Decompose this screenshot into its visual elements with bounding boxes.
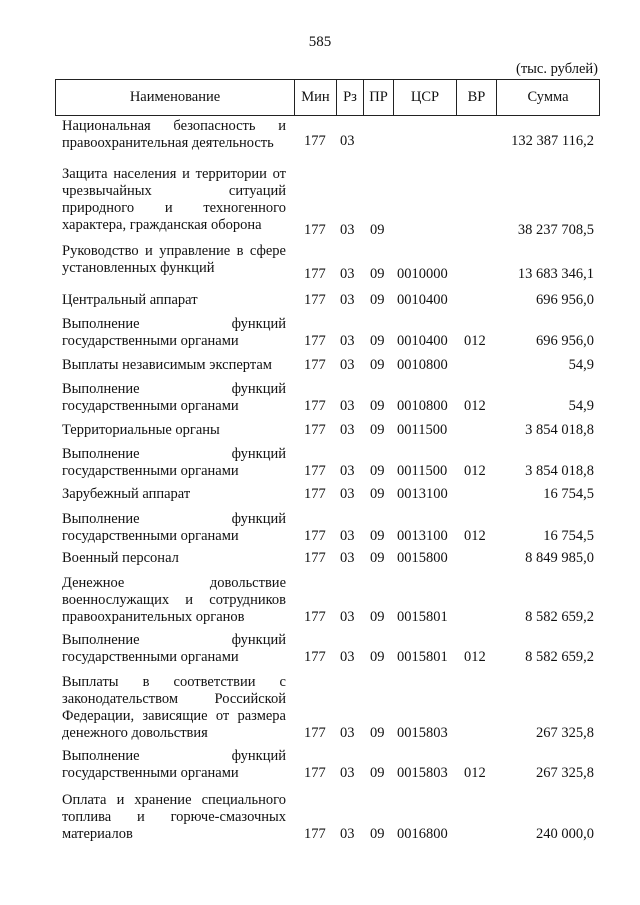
row-name: Территориальные органы	[62, 422, 220, 438]
row-sum: 132 387 116,2	[511, 133, 594, 149]
row-pr: 09	[370, 765, 385, 781]
row-sum: 3 854 018,8	[525, 422, 594, 438]
row-rz: 03	[340, 649, 355, 665]
row-csr: 0011500	[397, 422, 448, 438]
row-rz: 03	[340, 486, 355, 502]
row-sum: 54,9	[568, 357, 594, 373]
header-csr: ЦСР	[393, 80, 456, 115]
row-min: 177	[304, 463, 326, 479]
row-name: Выплаты независимым экспертам	[62, 357, 272, 373]
row-name: Центральный аппарат	[62, 292, 198, 308]
row-sum: 8 849 985,0	[525, 550, 594, 566]
header-pr: ПР	[363, 80, 393, 115]
row-pr: 09	[370, 725, 385, 741]
page-number: 585	[308, 34, 332, 50]
row-sum: 267 325,8	[536, 725, 594, 741]
table-row	[0, 118, 640, 166]
row-vr: 012	[464, 528, 486, 544]
row-vr: 012	[464, 333, 486, 349]
row-name: Выполнение функций государственными органами	[62, 748, 286, 781]
row-pr: 09	[370, 222, 385, 238]
table-body	[0, 118, 640, 843]
row-name: Военный персонал	[62, 550, 179, 566]
units-label: (тыс. рублей)	[516, 61, 598, 77]
table-row	[0, 567, 640, 626]
row-sum: 267 325,8	[536, 765, 594, 781]
row-csr: 0010400	[397, 292, 448, 308]
row-min: 177	[304, 486, 326, 502]
row-csr: 0013100	[397, 528, 448, 544]
row-name: Выполнение функций государственными органами	[62, 316, 286, 349]
row-name: Выполнение функций государственными органами	[62, 632, 286, 665]
row-min: 177	[304, 398, 326, 414]
table-row	[0, 742, 640, 782]
row-csr: 0010400	[397, 333, 448, 349]
row-pr: 09	[370, 357, 385, 373]
row-min: 177	[304, 528, 326, 544]
row-sum: 8 582 659,2	[525, 649, 594, 665]
row-vr: 012	[464, 463, 486, 479]
row-sum: 16 754,5	[543, 486, 594, 502]
row-rz: 03	[340, 133, 355, 149]
row-pr: 09	[370, 826, 385, 842]
row-rz: 03	[340, 266, 355, 282]
row-rz: 03	[340, 333, 355, 349]
header-min: Мин	[294, 80, 336, 115]
row-rz: 03	[340, 422, 355, 438]
row-rz: 03	[340, 357, 355, 373]
row-pr: 09	[370, 333, 385, 349]
row-min: 177	[304, 765, 326, 781]
table-row	[0, 439, 640, 480]
row-rz: 03	[340, 550, 355, 566]
table-row	[0, 309, 640, 350]
row-sum: 240 000,0	[536, 826, 594, 842]
row-pr: 09	[370, 649, 385, 665]
row-min: 177	[304, 133, 326, 149]
row-min: 177	[304, 550, 326, 566]
table-row	[0, 243, 640, 283]
row-name: Выплаты в соответствии с законодательством Российской Федерации, зависящие от размера денежного довольствия	[62, 674, 286, 741]
row-rz: 03	[340, 463, 355, 479]
row-min: 177	[304, 725, 326, 741]
row-sum: 696 956,0	[536, 333, 594, 349]
row-pr: 09	[370, 486, 385, 502]
row-csr: 0015803	[397, 725, 448, 741]
row-pr: 09	[370, 550, 385, 566]
row-name: Зарубежный аппарат	[62, 486, 191, 502]
row-csr: 0015801	[397, 609, 448, 625]
row-rz: 03	[340, 292, 355, 308]
row-csr: 0010800	[397, 357, 448, 373]
header-vr: ВР	[456, 80, 496, 115]
row-csr: 0013100	[397, 486, 448, 502]
table-row	[0, 350, 640, 374]
row-sum: 3 854 018,8	[525, 463, 594, 479]
table-header	[55, 79, 600, 116]
table-row	[0, 480, 640, 503]
row-pr: 09	[370, 266, 385, 282]
row-min: 177	[304, 826, 326, 842]
row-name: Денежное довольствие военнослужащих и сотрудников правоохранительных органов	[62, 575, 286, 625]
row-name: Выполнение функций государственными органами	[62, 381, 286, 414]
row-sum: 8 582 659,2	[525, 609, 594, 625]
header-rz: Рз	[336, 80, 363, 115]
row-min: 177	[304, 357, 326, 373]
row-name: Выполнение функций государственными органами	[62, 511, 286, 544]
row-pr: 09	[370, 528, 385, 544]
row-csr: 0015801	[397, 649, 448, 665]
row-csr: 0010000	[397, 266, 448, 282]
row-min: 177	[304, 333, 326, 349]
row-rz: 03	[340, 725, 355, 741]
row-min: 177	[304, 649, 326, 665]
row-pr: 09	[370, 609, 385, 625]
row-vr: 012	[464, 765, 486, 781]
row-csr: 0016800	[397, 826, 448, 842]
table-row	[0, 545, 640, 567]
row-pr: 09	[370, 398, 385, 414]
row-rz: 03	[340, 765, 355, 781]
row-name: Защита населения и территории от чрезвычайных ситуаций природного и техногенного характера, гражданская оборона	[62, 166, 286, 233]
row-min: 177	[304, 222, 326, 238]
table-row	[0, 626, 640, 666]
row-csr: 0015803	[397, 765, 448, 781]
row-vr: 012	[464, 649, 486, 665]
table-row	[0, 415, 640, 439]
header-sum: Сумма	[496, 80, 599, 115]
table-row	[0, 374, 640, 415]
table-row	[0, 666, 640, 742]
row-csr: 0015800	[397, 550, 448, 566]
table-row	[0, 503, 640, 545]
row-min: 177	[304, 609, 326, 625]
row-name: Оплата и хранение специального топлива и горюче-смазочных материалов	[62, 792, 286, 842]
row-name: Национальная безопасность и правоохранительная деятельность	[62, 118, 286, 151]
row-rz: 03	[340, 528, 355, 544]
table-row	[0, 284, 640, 309]
row-rz: 03	[340, 222, 355, 238]
row-sum: 696 956,0	[536, 292, 594, 308]
row-min: 177	[304, 292, 326, 308]
row-sum: 38 237 708,5	[517, 222, 594, 238]
row-name: Выполнение функций государственными органами	[62, 446, 286, 479]
row-csr: 0010800	[397, 398, 448, 414]
row-sum: 54,9	[568, 398, 594, 414]
row-min: 177	[304, 266, 326, 282]
row-sum: 13 683 346,1	[517, 266, 594, 282]
table-row	[0, 166, 640, 239]
row-pr: 09	[370, 422, 385, 438]
row-sum: 16 754,5	[543, 528, 594, 544]
row-pr: 09	[370, 463, 385, 479]
header-name: Наименование	[129, 89, 221, 105]
row-name: Руководство и управление в сфере установленных функций	[62, 243, 286, 276]
row-rz: 03	[340, 609, 355, 625]
table-row	[0, 782, 640, 843]
row-pr: 09	[370, 292, 385, 308]
row-rz: 03	[340, 826, 355, 842]
row-min: 177	[304, 422, 326, 438]
row-csr: 0011500	[397, 463, 448, 479]
row-vr: 012	[464, 398, 486, 414]
row-rz: 03	[340, 398, 355, 414]
